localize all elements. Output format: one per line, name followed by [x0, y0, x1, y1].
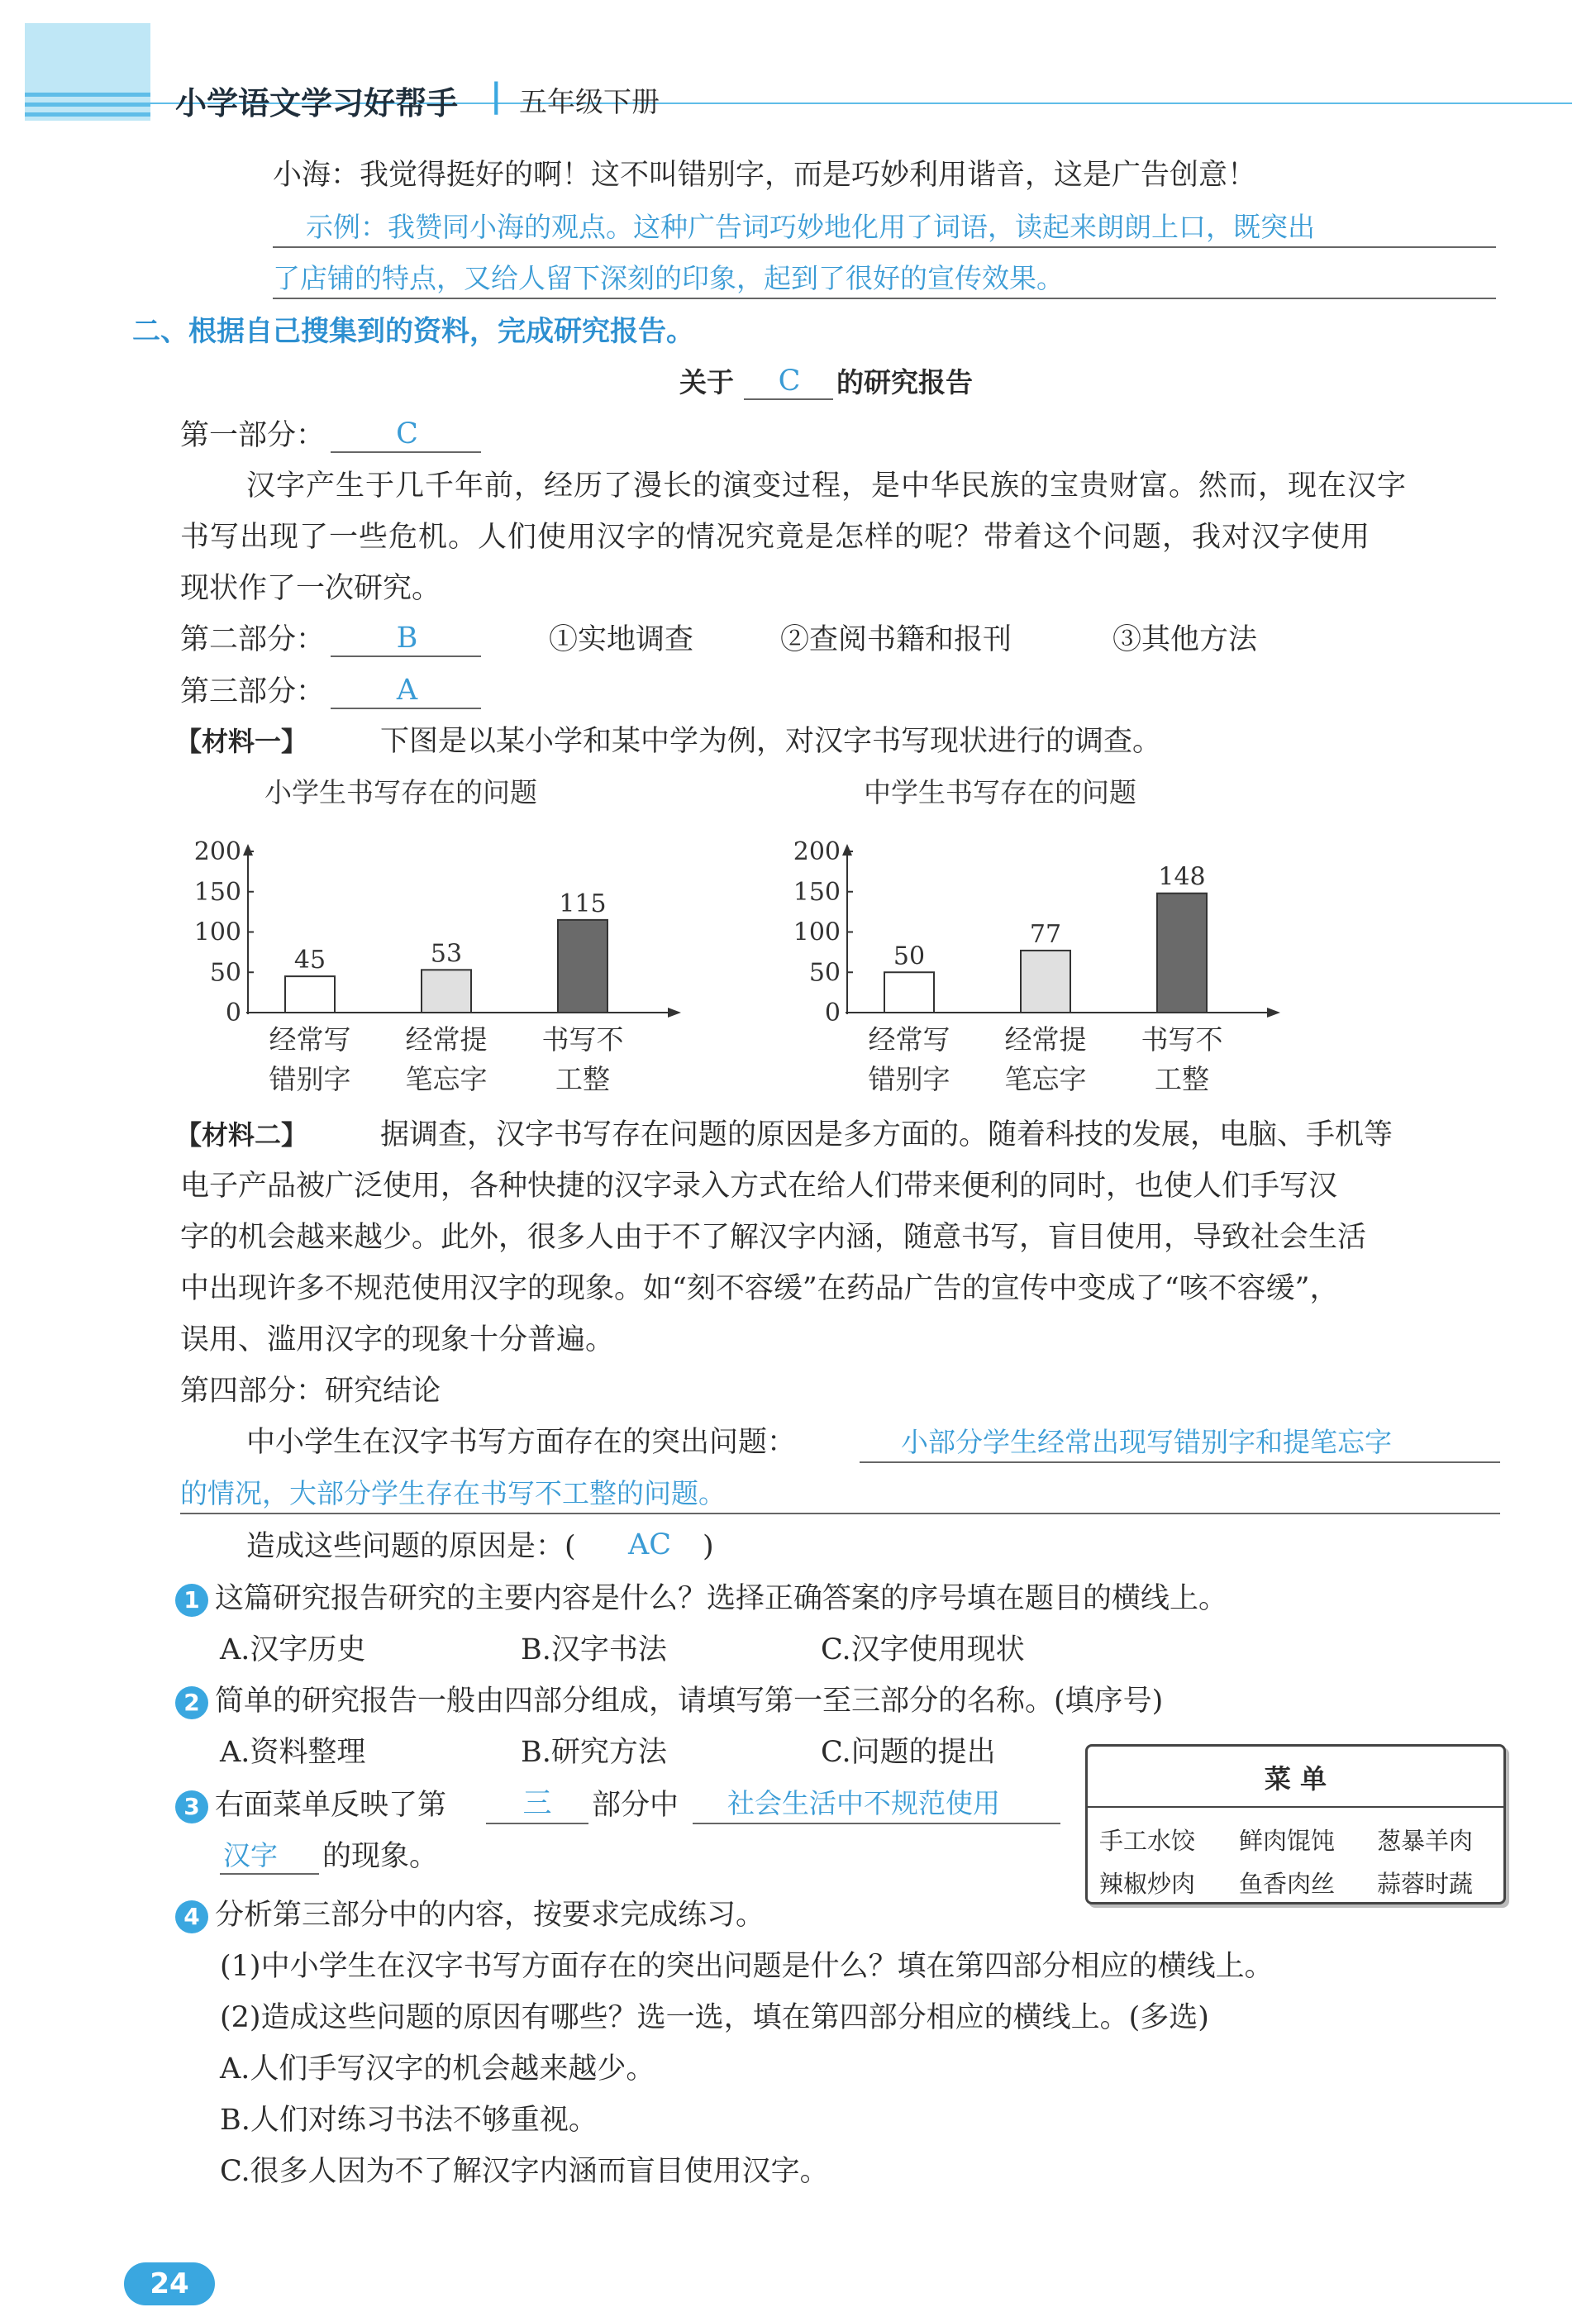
conclusion-prefix: 中小学生在汉字书写方面存在的突出问题：: [246, 1426, 797, 1459]
bar: [558, 920, 607, 1013]
cause-suffix: ): [703, 1530, 714, 1563]
category-label: 错别字: [868, 1063, 950, 1095]
bar-value-label: 148: [1158, 862, 1206, 892]
q4-option-b: B.人们对练习书法不够重视。: [220, 2104, 598, 2137]
part2-label: 第二部分：: [180, 623, 326, 656]
q2-option-c: C.问题的提出: [821, 1736, 996, 1769]
question-1-text: 这篇研究报告研究的主要内容是什么？选择正确答案的序号填在题目的横线上。: [215, 1582, 1228, 1615]
answer-line-2: 了店铺的特点，又给人留下深刻的印象，起到了很好的宣传效果。: [273, 262, 1064, 294]
question-3-prefix: 右面菜单反映了第: [215, 1789, 447, 1822]
y-tick-label: 150: [193, 877, 241, 907]
grade-label: 五年级下册: [519, 86, 660, 119]
menu-item: 手工水饺: [1099, 1827, 1196, 1855]
chart-title: 中学生书写存在的问题: [864, 776, 1136, 808]
section-heading: 二、根据自己搜集到的资料，完成研究报告。: [132, 315, 694, 348]
header-stripe: [25, 102, 150, 107]
part3-blank: [331, 708, 481, 709]
page-number: 24: [124, 2262, 215, 2305]
y-tick-label: 100: [793, 918, 841, 947]
category-label: 经常提: [405, 1023, 488, 1056]
category-label: 笔忘字: [405, 1063, 488, 1095]
y-tick-label: 200: [193, 837, 241, 866]
q3-mid: 部分中: [592, 1789, 679, 1822]
question-4: [175, 1890, 765, 1941]
part1-blank: [331, 451, 481, 453]
cause-prefix: 造成这些问题的原因是：(: [246, 1530, 576, 1563]
answer-underline: [273, 246, 1496, 248]
menu-item: 蒜蓉时蔬: [1377, 1870, 1474, 1898]
y-axis-arrow: [243, 844, 253, 856]
x-axis-arrow: [1267, 1008, 1280, 1018]
chart-primary-school: [165, 765, 703, 1112]
bar-value-label: 115: [559, 889, 607, 918]
y-tick-label: 150: [793, 877, 841, 907]
part2-blank: [331, 655, 481, 657]
header-stripe: [25, 112, 150, 117]
category-label: 错别字: [269, 1063, 351, 1095]
category-label: 经常写: [868, 1023, 950, 1056]
q4-option-a: A.人们手写汉字的机会越来越少。: [220, 2052, 655, 2086]
menu-item: 鲜肉馄饨: [1239, 1827, 1336, 1855]
q2-option-b: B.研究方法: [521, 1736, 667, 1769]
header-separator: |: [490, 76, 503, 115]
report-title-answer: C: [778, 365, 801, 398]
menu-divider: [1088, 1806, 1503, 1808]
question-4-text: 分析第三部分中的内容，按要求完成练习。: [215, 1899, 765, 1932]
part1-label: 第一部分：: [180, 419, 326, 452]
answer-underline: [273, 298, 1496, 299]
bar: [1157, 894, 1207, 1013]
q3-answer-1: 三: [522, 1787, 552, 1820]
header-stripe: [25, 93, 150, 97]
category-label: 笔忘字: [1004, 1063, 1087, 1095]
q1-option-c: C.汉字使用现状: [821, 1633, 1025, 1666]
part3-answer: A: [396, 674, 418, 707]
question-number-badge: 3: [175, 1790, 208, 1823]
menu-title: 菜 单: [1264, 1763, 1327, 1795]
part3-label: 第三部分：: [180, 675, 326, 708]
bar: [884, 972, 934, 1013]
menu-item: 葱暴羊肉: [1377, 1827, 1474, 1855]
q3-blank: [220, 1873, 319, 1875]
bar: [422, 970, 471, 1013]
conclusion-blank: [860, 1461, 1500, 1463]
method-1: ①实地调查: [549, 623, 694, 656]
y-tick-label: 200: [793, 837, 841, 866]
bar: [285, 976, 335, 1013]
material2-line-3: 字的机会越来越少。此外，很多人由于不了解汉字内涵，随意书写，盲目使用，导致社会生活: [180, 1221, 1367, 1254]
bar-value-label: 53: [430, 939, 463, 969]
question-2-text: 简单的研究报告一般由四部分组成，请填写第一至三部分的名称。(填序号): [215, 1685, 1164, 1718]
material1-text: 下图是以某小学和某中学为例，对汉字书写现状进行的调查。: [380, 725, 1162, 758]
q4-sub-1: (1)中小学生在汉字书写方面存在的突出问题是什么？填在第四部分相应的横线上。: [220, 1950, 1274, 1983]
q1-option-b: B.汉字书法: [521, 1633, 667, 1666]
q1-option-a: A.汉字历史: [220, 1633, 366, 1666]
menu-card: [1085, 1744, 1506, 1904]
bar: [1021, 951, 1070, 1013]
category-label: 书写不: [541, 1023, 624, 1056]
part2-answer: B: [396, 622, 418, 655]
material2-line-4: 中出现许多不规范使用汉字的现象。如“刻不容缓”在药品广告的宣传中变成了“咳不容缓”，: [180, 1272, 1339, 1305]
question-number-badge: 4: [175, 1900, 208, 1933]
category-label: 工整: [555, 1063, 610, 1095]
material2-line-1: 据调查，汉字书写存在问题的原因是多方面的。随着科技的发展，电脑、手机等: [380, 1118, 1394, 1151]
q4-sub-2: (2)造成这些问题的原因有哪些？选一选，填在第四部分相应的横线上。(多选): [220, 2001, 1209, 2034]
intro-line-2: 书写出现了一些危机。人们使用汉字的情况究竟是怎样的呢？带着这个问题，我对汉字使用: [180, 521, 1371, 554]
bar-value-label: 50: [893, 941, 926, 971]
q3-blank: [486, 1823, 588, 1824]
method-3: ③其他方法: [1112, 623, 1258, 656]
question-2: [175, 1676, 1163, 1727]
report-title-suffix: 的研究报告: [836, 366, 973, 398]
category-label: 经常提: [1004, 1023, 1087, 1056]
chart-middle-school: [765, 765, 1302, 1112]
category-label: 书写不: [1141, 1023, 1223, 1056]
y-tick-label: 50: [209, 958, 241, 988]
y-tick-label: 0: [824, 999, 841, 1027]
menu-item: 辣椒炒肉: [1099, 1870, 1196, 1898]
y-tick-label: 100: [193, 918, 241, 947]
chart-title: 小学生书写存在的问题: [264, 776, 537, 808]
material2-line-2: 电子产品被广泛使用，各种快捷的汉字录入方式在给人们带来便利的同时，也使人们手写汉: [180, 1170, 1338, 1203]
q3-suffix: 的现象。: [322, 1840, 439, 1873]
category-label: 经常写: [269, 1023, 351, 1056]
menu-item: 鱼香肉丝: [1239, 1870, 1336, 1898]
material2-label: 【材料二】: [175, 1119, 308, 1151]
part4-label: 第四部分：研究结论: [180, 1375, 441, 1408]
material2-line-5: 误用、滥用汉字的现象十分普遍。: [180, 1323, 615, 1356]
q3-answer-3: 汉字: [223, 1839, 278, 1871]
report-title-prefix: 关于: [679, 366, 734, 398]
question-3: [175, 1780, 446, 1831]
y-axis-arrow: [842, 844, 852, 856]
part1-answer: C: [396, 417, 418, 450]
intro-line-3: 现状作了一次研究。: [180, 572, 441, 605]
cause-answer: AC: [628, 1528, 672, 1561]
intro-line-1: 汉字产生于几千年前，经历了漫长的演变过程，是中华民族的宝贵财富。然而，现在汉字: [246, 470, 1408, 503]
answer-line-1: 示例：我赞同小海的观点。这种广告词巧妙地化用了词语，读起来朗朗上口，既突出: [306, 211, 1315, 243]
q3-answer-2: 社会生活中不规范使用: [727, 1787, 1000, 1819]
y-tick-label: 0: [225, 999, 241, 1027]
q2-option-a: A.资料整理: [220, 1736, 366, 1769]
question-number-badge: 2: [175, 1686, 208, 1719]
bar-value-label: 77: [1029, 919, 1062, 949]
y-tick-label: 50: [808, 958, 841, 988]
title-blank: [744, 398, 833, 400]
q4-option-c: C.很多人因为不了解汉字内涵而盲目使用汉字。: [220, 2155, 829, 2188]
question-1: [175, 1573, 1227, 1624]
category-label: 工整: [1155, 1063, 1209, 1095]
question-number-badge: 1: [175, 1584, 208, 1617]
material1-label: 【材料一】: [175, 726, 308, 757]
book-title: 小学语文学习好帮手: [175, 85, 459, 122]
x-axis-arrow: [668, 1008, 681, 1018]
xiaohai-line: 小海：我觉得挺好的啊！这不叫错别字，而是巧妙利用谐音，这是广告创意！: [273, 159, 1257, 192]
conclusion-answer-1: 小部分学生经常出现写错别字和提笔忘字: [901, 1426, 1392, 1458]
conclusion-blank: [180, 1513, 1500, 1514]
q3-blank: [693, 1823, 1060, 1824]
conclusion-answer-2: 的情况，大部分学生存在书写不工整的问题。: [180, 1477, 726, 1509]
bar-value-label: 45: [293, 946, 326, 975]
method-2: ②查阅书籍和报刊: [780, 623, 1012, 656]
